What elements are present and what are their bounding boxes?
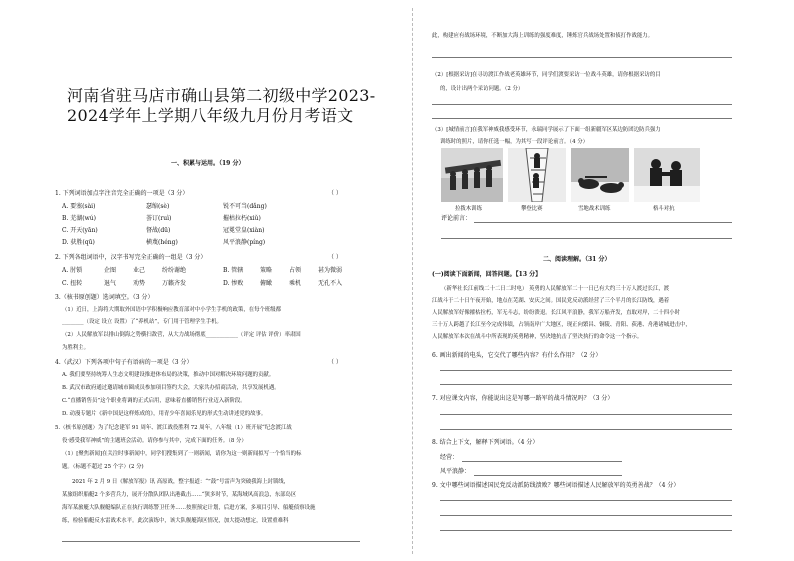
- photo-snow-tactics[interactable]: [571, 148, 629, 202]
- photo-caption-3: 雪地战术训练: [578, 206, 611, 212]
- q3-line-2: ________（设定 设立 设置）了“养机站”，专门用于管理学生手机。: [62, 319, 222, 325]
- q5-line-4: 题。（标题不超过 25 个字）(2 分): [62, 464, 144, 470]
- q1-option-b-3: 摧枯拉朽(xiǔ): [223, 215, 261, 222]
- q8-answer-line-1[interactable]: [462, 461, 622, 462]
- q3-line-3: （2）人民解放军以排山倒海之势横扫敌营，从大力战场彻底____________（评定 评估 评价）率肃国: [62, 332, 301, 338]
- reading-line-1: （新华社长江前线二十二日二时电） 英勇的人民解放军二十一日已有大约三十万人渡过长江，渡: [441, 286, 670, 292]
- q1-stem: 1. 下列词语加点字注音完全正确的一项是（3 分）: [55, 190, 189, 197]
- q2-d-4: 无孔不入: [318, 280, 343, 287]
- q8-answer-line-2[interactable]: [474, 475, 622, 476]
- r-q2-answer-line-1[interactable]: [432, 104, 732, 105]
- reading-line-4: 三十万人跨越了长江至今完成伟绩，占领南岸广大地区，现正向繁昌、铜陵、青阳、荻港、舟港诸城进击中，: [432, 322, 691, 328]
- q5-news-4: 练，检验船艇反水雷战术水平。此次演练中，该大队舰艇海区情况，加大提动想定，设置重难科: [62, 518, 289, 524]
- doc-title-line1: 河南省驻马店市确山县第二初级中学2023-: [67, 86, 376, 105]
- q1-option-b-1: B. 芜湖(wú): [62, 215, 96, 222]
- q1-option-d-1: D. 获胜(qū): [62, 239, 95, 246]
- q5-news-2: 某旅组织船艇2 个多营兵力，展开分散队团队出港截击……“狭多时节，某海域风高浪急，东部岛区: [62, 492, 297, 498]
- q5-line-3: （1）[聚焦新闻]在关注时事新闻中，同学们搜集到了一则新闻，请你为这一则新闻拟写一个恰当的标: [62, 451, 302, 457]
- q2-d-1: D. 惨败: [223, 280, 244, 287]
- q1-option-b-2: 荟订(ruì): [146, 215, 172, 222]
- r-q3-line-1: （3）[城情前言]在我军神威我感受环节，永瑞同学展示了下面一组新疆军区某边防团边防兵强力: [432, 127, 661, 133]
- photo-caption-4: 格斗对抗: [653, 206, 675, 212]
- q9-answer-line-3[interactable]: [440, 530, 732, 531]
- q6-answer-line-1[interactable]: [440, 370, 732, 371]
- q2-c-2: 退气: [104, 280, 117, 287]
- title-answer-line[interactable]: [432, 57, 732, 58]
- comment-answer-line-2[interactable]: [441, 238, 732, 239]
- r-q2-line-1: （2）[根据采访]在寻访渡江作战老英雄环节，同学们渡要采访一位战斗英雄，请你根据采访的目: [432, 72, 661, 78]
- q3-line-1: （1）近日，上海将大期取外国语中学积极响应教育部对中小学生手机的政策，在每个班级都: [62, 307, 282, 313]
- q1-option-c-2: 督战(dū): [146, 227, 171, 234]
- reading-line-5: 人民解放军本次在战斗中所表现的英勇精神，坚决地抗击了坚决执行的命令这一个指示。: [432, 334, 643, 340]
- comment-label: 评论前言：: [441, 215, 472, 222]
- q5-line-1: 5.（核书原创题）为了纪念建军 91 周年、渡江战役胜利 72 周年，八年级（1）班开展“纪念渡江战: [55, 425, 292, 431]
- q5-answer-line[interactable]: [62, 541, 360, 542]
- q4-option-b: B. 武汉市政府通过邀请城市圈成员参加项目签约大会，大家共办招商活动，共享发展机遇。: [62, 385, 280, 391]
- q1-option-a-1: A. 要塞(sài): [62, 203, 96, 210]
- q2-a-3: 业己: [133, 267, 146, 274]
- q3-stem: 3.（核书原创题）选词填空。（3 分）: [55, 294, 154, 301]
- q1-option-d-3: 风平浪静(píng): [223, 239, 266, 246]
- q2-a-2: 企图: [104, 267, 117, 274]
- reading-line-2: 江战斗于二十日午夜开始，地点在芜湖、安庆之间。国民党反动派经营了三个半月的长江防线，遇着: [432, 298, 670, 304]
- q5-line-2: 役·感受我军神威”的主题班会活动。请你参与其中，完成下面的任务。（8 分）: [62, 438, 247, 444]
- q4-option-c: C.“直播销售员”这个职业将调的正式启用，意味着直播销售行业迈入新阶段。: [62, 398, 246, 404]
- section2-heading: 二、阅读理解。（31 分）: [543, 256, 611, 263]
- q2-b-1: B. 管辖: [223, 267, 244, 274]
- q1-option-a-2: 瑟缩(sè): [146, 203, 170, 210]
- q2-c-3: 劝势: [133, 280, 146, 287]
- q4-stem: 4.（武汉）下列各项中句子有语病的一项是（3 分）: [55, 359, 193, 366]
- photo-log-training[interactable]: [441, 148, 503, 202]
- q7-answer-line-1[interactable]: [440, 414, 732, 415]
- q4-answer-paren[interactable]: （ ）: [328, 359, 342, 366]
- q5-news-1: 2021 年 2 月 9 日《解放军报》讯 高原战，整字报道：“”鼓”号雷声为突破我海上封锁线，: [72, 479, 290, 485]
- photo-climbing-image: [508, 148, 566, 202]
- q3-line-4: 为胜利主。: [62, 345, 89, 351]
- q1-option-c-1: C. 开天(yān): [62, 227, 98, 234]
- q2-answer-paren[interactable]: （ ）: [328, 254, 342, 261]
- q4-option-d: D. 动漫专题片《新中国是这样炼成的》，用青少年喜闻乐见的形式生动讲述党的故事。: [62, 411, 267, 417]
- photo-snow-tactics-image: [571, 148, 629, 202]
- q9-answer-line-1[interactable]: [440, 500, 732, 501]
- q2-b-4: 甚为微弱: [318, 267, 343, 274]
- r-q2-line-2: 的，设计出两个采访问题。（2 分）: [440, 86, 524, 92]
- q8-word-2: 风平浪静：: [440, 468, 471, 475]
- q2-stem: 2. 下列各组词语中，汉字书写完全正确的一组是（3 分）: [55, 254, 207, 261]
- news-continuation: 此，构建应有战场环境，不断加大海上训练的强度难度，锤炼官兵战场处置和侦打作战能力。: [432, 33, 654, 39]
- comment-answer-line-1[interactable]: [474, 222, 732, 223]
- photo-climbing[interactable]: [508, 148, 566, 202]
- r-q2-answer-line-2[interactable]: [432, 118, 732, 119]
- q2-a-1: A. 肘锁: [62, 267, 83, 274]
- q4-option-a: A. 我们要坚持统筹人生态文明建设推进体布局的决策，推动中国对解决环境问题的贡献。: [62, 372, 275, 378]
- q7-answer-line-2[interactable]: [440, 429, 732, 430]
- q1-option-d-2: 横蔑(héng): [146, 239, 178, 246]
- reading-heading: (一)阅读下面新闻，回答问题。【13 分】: [432, 271, 542, 278]
- doc-title-line2: 2024学年上学期八年级九月份月考语文: [67, 106, 354, 125]
- q6-answer-line-2[interactable]: [440, 384, 732, 385]
- q1-answer-paren[interactable]: （ ）: [328, 190, 342, 197]
- photo-caption-2: 攀登比赛: [521, 206, 543, 212]
- q8-stem: 8. 结合上下文，解释下列词语。（4 分）: [432, 439, 539, 446]
- q2-d-3: 乘机: [289, 280, 302, 287]
- q1-option-a-3: 锐不可当(dǎng): [223, 203, 267, 210]
- q2-c-4: 万籁齐发: [162, 280, 187, 287]
- photo-combat-image: [634, 148, 700, 202]
- q9-stem: 9. 文中哪些词语描述国民党反动派防线溃败？哪些词语描述人民解放军的英勇善战？（4 分）: [432, 482, 680, 489]
- q9-answer-line-2[interactable]: [440, 515, 732, 516]
- q2-b-3: 占领: [289, 267, 302, 274]
- photo-combat[interactable]: [634, 148, 700, 202]
- r-q3-line-2: 训练时的照片，请你任选一幅，为其写一段评论前言。（4 分）: [440, 139, 588, 145]
- q7-stem: 7. 对应课文内容，你能说出这是写哪一路军的战斗情况吗？（3 分）: [432, 395, 614, 402]
- photo-log-training-image: [441, 148, 503, 202]
- page-divider: [412, 8, 413, 554]
- q2-c-1: C. 扭转: [62, 280, 83, 287]
- q5-news-3: 海军某旅艇大队舰艇编队正在执行训练警卫任务……按照预定计划，后进方案，多项目引导、船艇侦察设施: [62, 505, 316, 511]
- q8-word-1: 经营：: [440, 454, 459, 461]
- q2-b-2: 策略: [260, 267, 273, 274]
- photo-caption-1: 拉拨木训练: [455, 206, 482, 212]
- q2-a-4: 纷纷谢绝: [162, 267, 187, 274]
- section1-heading: 一、积累与运用。（19 分）: [171, 160, 245, 167]
- reading-line-3: 人民解放军好像摧枯拉朽，军无斗志，纷纷溃退。长江风平浪静，我军万船齐发，直取对岸，二十四小时: [432, 310, 680, 316]
- q1-option-c-3: 冠冕堂皇(xiàn): [223, 227, 265, 234]
- q2-d-2: 俯瞰: [260, 280, 273, 287]
- q6-stem: 6. 画出新闻的电头，它交代了哪些内容？有什么作用？（2 分）: [432, 352, 602, 359]
